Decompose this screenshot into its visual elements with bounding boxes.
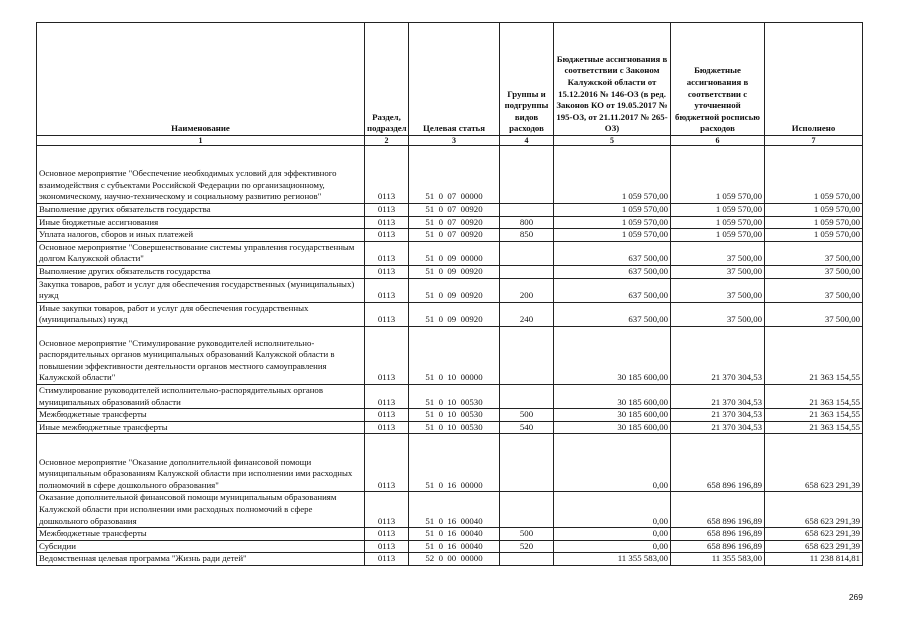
table-row (37, 409, 863, 422)
column-number-row (37, 136, 863, 146)
row-razdel: 0113 (365, 409, 409, 422)
column-number: 2 (365, 136, 409, 146)
row-razdel: 0113 (365, 553, 409, 566)
row-name: Выполнение других обязательств государства (37, 265, 365, 278)
row-razdel: 0113 (365, 434, 409, 492)
table-row (37, 229, 863, 242)
row-group (500, 553, 554, 566)
row-group: 240 (500, 302, 554, 326)
row-razdel: 0113 (365, 492, 409, 528)
row-group: 520 (500, 540, 554, 553)
row-law: 637 500,00 (554, 241, 671, 265)
row-refined: 37 500,00 (671, 265, 765, 278)
row-law: 1 059 570,00 (554, 146, 671, 204)
column-number: 1 (37, 136, 365, 146)
table-row (37, 241, 863, 265)
row-group (500, 326, 554, 384)
row-target: 51 0 07 00000 (409, 146, 500, 204)
col-header-law: Бюджетные ассигнования в соответствии с Законом Калужской области от 15.12.2016 № 146-ОЗ (в ред. Законов КО от 19.05.2017 № 195-ОЗ, от 21.11.2017 № 265-ОЗ) (554, 23, 671, 136)
row-target: 51 0 10 00530 (409, 409, 500, 422)
col-header-refined: Бюджетные ассигнования в соответствии с уточненной бюджетной росписью расходов (671, 23, 765, 136)
row-executed: 658 623 291,39 (765, 492, 863, 528)
row-target: 51 0 10 00000 (409, 326, 500, 384)
col-header-groups: Группы и подгруппы видов расходов (500, 23, 554, 136)
row-group (500, 492, 554, 528)
column-number: 5 (554, 136, 671, 146)
row-law: 1 059 570,00 (554, 229, 671, 242)
row-name: Межбюджетные трансферты (37, 409, 365, 422)
col-header-executed: Исполнено (765, 23, 863, 136)
table-row (37, 492, 863, 528)
row-group: 850 (500, 229, 554, 242)
row-refined: 658 896 196,89 (671, 492, 765, 528)
column-number: 4 (500, 136, 554, 146)
row-name: Основное мероприятие "Обеспечение необходимых условий для эффективного взаимодействия с субъектами Российской Федерации по организационному, экономическому, научно-техническому и социальному развитию регионов" (37, 146, 365, 204)
row-refined: 11 355 583,00 (671, 553, 765, 566)
row-law: 30 185 600,00 (554, 409, 671, 422)
row-refined: 658 896 196,89 (671, 528, 765, 541)
row-group: 200 (500, 278, 554, 302)
row-name: Иные межбюджетные трансферты (37, 421, 365, 434)
row-law: 637 500,00 (554, 278, 671, 302)
row-refined: 1 059 570,00 (671, 204, 765, 217)
row-target: 51 0 16 00040 (409, 492, 500, 528)
row-executed: 37 500,00 (765, 302, 863, 326)
col-header-name: Наименование (37, 23, 365, 136)
row-refined: 37 500,00 (671, 278, 765, 302)
row-law: 637 500,00 (554, 302, 671, 326)
row-name: Ведомственная целевая программа "Жизнь ради детей" (37, 553, 365, 566)
row-target: 51 0 09 00920 (409, 278, 500, 302)
row-group (500, 146, 554, 204)
row-target: 51 0 10 00530 (409, 384, 500, 408)
row-law: 0,00 (554, 492, 671, 528)
row-group (500, 434, 554, 492)
row-name: Основное мероприятие "Стимулирование руководителей исполнительно-распорядительных органов муниципальных образований Калужской области в повышении эффективности деятельности органов местного самоуправления Калужской области" (37, 326, 365, 384)
column-number: 3 (409, 136, 500, 146)
row-target: 51 0 16 00000 (409, 434, 500, 492)
table-row (37, 434, 863, 492)
row-executed: 1 059 570,00 (765, 216, 863, 229)
row-group: 500 (500, 528, 554, 541)
row-name: Закупка товаров, работ и услуг для обеспечения государственных (муниципальных) нужд (37, 278, 365, 302)
row-law: 1 059 570,00 (554, 204, 671, 217)
row-executed: 37 500,00 (765, 278, 863, 302)
row-law: 30 185 600,00 (554, 421, 671, 434)
row-refined: 1 059 570,00 (671, 229, 765, 242)
row-executed: 21 363 154,55 (765, 409, 863, 422)
row-executed: 1 059 570,00 (765, 229, 863, 242)
table-row (37, 553, 863, 566)
row-razdel: 0113 (365, 540, 409, 553)
row-razdel: 0113 (365, 241, 409, 265)
row-target: 51 0 16 00040 (409, 540, 500, 553)
row-target: 51 0 07 00920 (409, 216, 500, 229)
row-executed: 1 059 570,00 (765, 146, 863, 204)
table-row (37, 204, 863, 217)
header-row (37, 23, 863, 136)
row-target: 51 0 09 00000 (409, 241, 500, 265)
row-executed: 21 363 154,55 (765, 326, 863, 384)
row-refined: 658 896 196,89 (671, 540, 765, 553)
row-refined: 21 370 304,53 (671, 384, 765, 408)
row-razdel: 0113 (365, 326, 409, 384)
col-header-target: Целевая статья (409, 23, 500, 136)
row-group (500, 384, 554, 408)
row-name: Межбюджетные трансферты (37, 528, 365, 541)
table-row (37, 528, 863, 541)
row-refined: 21 370 304,53 (671, 421, 765, 434)
table-row (37, 326, 863, 384)
row-target: 51 0 09 00920 (409, 265, 500, 278)
row-razdel: 0113 (365, 528, 409, 541)
row-law: 0,00 (554, 540, 671, 553)
row-refined: 37 500,00 (671, 302, 765, 326)
row-target: 51 0 07 00920 (409, 204, 500, 217)
row-group: 500 (500, 409, 554, 422)
row-razdel: 0113 (365, 204, 409, 217)
row-name: Иные закупки товаров, работ и услуг для обеспечения государственных (муниципальных) нужд (37, 302, 365, 326)
row-razdel: 0113 (365, 229, 409, 242)
row-target: 51 0 07 00920 (409, 229, 500, 242)
row-refined: 1 059 570,00 (671, 216, 765, 229)
table-row (37, 265, 863, 278)
table-row (37, 540, 863, 553)
row-law: 30 185 600,00 (554, 326, 671, 384)
row-executed: 21 363 154,55 (765, 384, 863, 408)
row-name: Основное мероприятие "Оказание дополнительной финансовой помощи муниципальным образованиям Калужской области при исполнении ими расходных полномочий в сфере дошкольного образования" (37, 434, 365, 492)
row-razdel: 0113 (365, 421, 409, 434)
row-refined: 1 059 570,00 (671, 146, 765, 204)
row-refined: 37 500,00 (671, 241, 765, 265)
row-razdel: 0113 (365, 384, 409, 408)
row-razdel: 0113 (365, 216, 409, 229)
row-razdel: 0113 (365, 302, 409, 326)
row-group (500, 241, 554, 265)
row-executed: 21 363 154,55 (765, 421, 863, 434)
row-target: 51 0 16 00040 (409, 528, 500, 541)
row-name: Стимулирование руководителей исполнительно-распорядительных органов муниципальных образований области (37, 384, 365, 408)
row-law: 637 500,00 (554, 265, 671, 278)
row-law: 0,00 (554, 434, 671, 492)
table-row (37, 384, 863, 408)
row-executed: 658 623 291,39 (765, 434, 863, 492)
table-row (37, 146, 863, 204)
row-name: Выполнение других обязательств государства (37, 204, 365, 217)
row-executed: 1 059 570,00 (765, 204, 863, 217)
row-law: 1 059 570,00 (554, 216, 671, 229)
row-law: 30 185 600,00 (554, 384, 671, 408)
row-target: 52 0 00 00000 (409, 553, 500, 566)
row-name: Уплата налогов, сборов и иных платежей (37, 229, 365, 242)
row-name: Основное мероприятие "Совершенствование системы управления государственным долгом Калужской области" (37, 241, 365, 265)
row-executed: 11 238 814,81 (765, 553, 863, 566)
row-razdel: 0113 (365, 146, 409, 204)
row-group (500, 204, 554, 217)
column-number: 7 (765, 136, 863, 146)
row-name: Иные бюджетные ассигнования (37, 216, 365, 229)
row-name: Субсидии (37, 540, 365, 553)
table-row (37, 421, 863, 434)
row-executed: 658 623 291,39 (765, 528, 863, 541)
row-razdel: 0113 (365, 265, 409, 278)
row-refined: 658 896 196,89 (671, 434, 765, 492)
row-law: 11 355 583,00 (554, 553, 671, 566)
budget-table (36, 22, 863, 566)
col-header-razdel: Раздел, подраздел (365, 23, 409, 136)
row-executed: 658 623 291,39 (765, 540, 863, 553)
row-group (500, 265, 554, 278)
row-refined: 21 370 304,53 (671, 409, 765, 422)
row-executed: 37 500,00 (765, 241, 863, 265)
row-executed: 37 500,00 (765, 265, 863, 278)
page-number: 269 (848, 592, 863, 602)
row-law: 0,00 (554, 528, 671, 541)
table-row (37, 302, 863, 326)
row-refined: 21 370 304,53 (671, 326, 765, 384)
row-group: 800 (500, 216, 554, 229)
row-target: 51 0 09 00920 (409, 302, 500, 326)
row-target: 51 0 10 00530 (409, 421, 500, 434)
row-razdel: 0113 (365, 278, 409, 302)
row-name: Оказание дополнительной финансовой помощи муниципальным образованиям Калужской области при исполнении ими расходных полномочий в сфере дошкольного образования (37, 492, 365, 528)
row-group: 540 (500, 421, 554, 434)
table-row (37, 216, 863, 229)
column-number: 6 (671, 136, 765, 146)
table-row (37, 278, 863, 302)
